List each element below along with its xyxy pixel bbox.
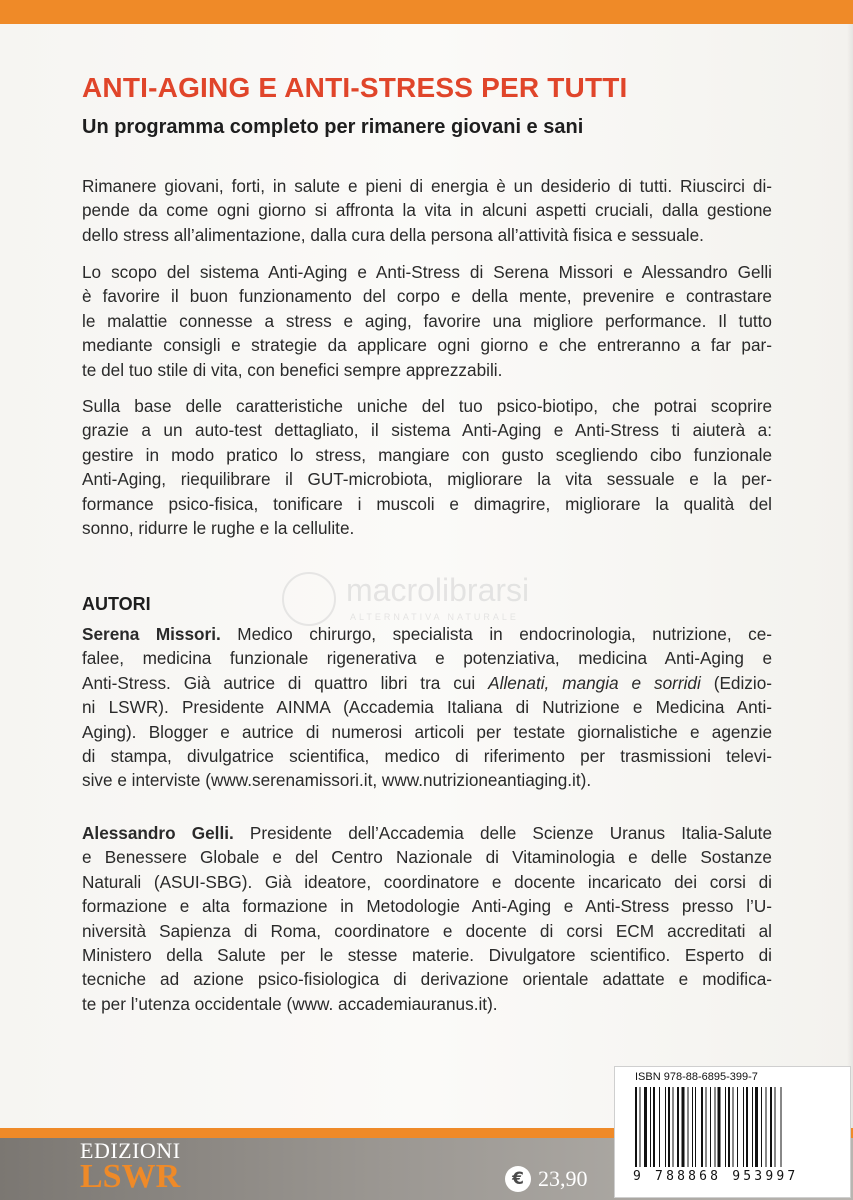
watermark-text: macrolibrarsi: [346, 572, 530, 608]
barcode-bar: [743, 1087, 744, 1167]
intro-paragraph-1: [82, 174, 772, 247]
barcode-bar: [728, 1087, 730, 1167]
text-line: sive e interviste (www.serenamissori.it, www.nutrizioneantiaging.it).: [82, 770, 592, 791]
text-line: di stampa, divulgatrice scientifica, medico di riferimento per trasmissioni televi-: [82, 746, 772, 767]
text-line: te del tuo stile di vita, con benefici sempre apprezzabili.: [82, 359, 503, 380]
text-line: Anti-Aging, riequilibrare il GUT-microbiota, migliorare la vita sessuale e la per-: [82, 469, 772, 490]
text-fragment: Presidente dell’Accademia delle Scienze Uranus Italia-Salute: [233, 823, 772, 843]
barcode-bar: [653, 1087, 655, 1167]
macrolibrarsi-watermark: [282, 572, 582, 628]
barcode-icon: [635, 1087, 831, 1169]
text-line: ni LSWR). Presidente AINMA (Accademia Italiana di Nutrizione e Medicina Anti-: [82, 697, 772, 718]
barcode-bar: [673, 1087, 674, 1167]
text-line: [82, 671, 772, 695]
text-line: falee, medicina funzionale rigenerativa e potenziativa, medicina Anti-Aging e: [82, 648, 772, 669]
text-line: è favorire il buon funzionamento del corpo e della mente, prevenire e contrastare: [82, 286, 772, 307]
text-line: [82, 622, 772, 646]
author-name-gelli: Alessandro Gelli.: [82, 823, 234, 843]
intro-paragraph-3: [82, 394, 772, 540]
author-missori-bio: [82, 622, 772, 793]
text-line: Aging). Blogger e autrice di numerosi articoli per testate giornalistiche e agenzie: [82, 721, 772, 742]
text-line: Lo scopo del sistema Anti-Aging e Anti-Stress di Serena Missori e Alessandro Gelli: [82, 262, 772, 282]
text-fragment: Medico chirurgo, specialista in endocrinologia, nutrizione, ce-: [220, 624, 772, 644]
text-line: pende da come ogni giorno si affronta la vita in alcuni aspetti cruciali, dalla gestione: [82, 200, 772, 221]
text-fragment: Anti-Stress. Già autrice di quattro libri tra cui: [82, 672, 489, 693]
barcode-bar: [706, 1087, 707, 1167]
isbn-label: ISBN 978-88-6895-399-7: [635, 1071, 758, 1083]
euro-icon: €: [505, 1166, 531, 1192]
watermark-logo-icon: [282, 572, 336, 626]
text-line: e Benessere Globale e del Centro Nazionale di Vitaminologia e delle Sostanze: [82, 847, 772, 868]
intro-paragraph-2: [82, 260, 772, 382]
watermark-subtext: ALTERNATIVA NATURALE: [350, 612, 519, 622]
text-line: Ministero della Salute per le stesse materie. Divulgatore scientifico. Esperto di: [82, 945, 772, 966]
barcode-bar: [710, 1087, 711, 1167]
barcode-bar: [737, 1087, 738, 1167]
text-line: sonno, ridurre le rughe e la cellulite.: [82, 518, 355, 539]
authors-heading: AUTORI: [82, 594, 151, 614]
text-line: gestire in modo pratico lo stress, mangiare con gusto scegliendo cibo funzionale: [82, 444, 772, 465]
text-line: grazie a un auto-test dettagliato, il sistema Anti-Aging e Anti-Stress ti aiuterà a:: [82, 420, 772, 441]
barcode-bar: [650, 1087, 651, 1167]
barcode-bar: [644, 1087, 647, 1167]
price: 23,90: [538, 1166, 588, 1191]
text-line: tecniche ad azione psico-fisiologica di derivazione orientale adattate e modifica-: [82, 969, 772, 990]
barcode-bar: [752, 1087, 753, 1167]
text-line: formazione e alta formazione in Metodologie Anti-Aging e Anti-Stress presso l’U-: [82, 896, 772, 917]
barcode-bar: [659, 1087, 660, 1167]
barcode-bar: [718, 1087, 721, 1167]
text-line: te per l’utenza occidentale (www. accademiauranus.it).: [82, 993, 498, 1014]
barcode-bar: [725, 1087, 726, 1167]
text-line: mediante consigli e strategie da applicare ogni giorno e che entreranno a far par-: [82, 335, 772, 356]
barcode-bar: [746, 1087, 748, 1167]
publisher-logo-line1: EDIZIONI: [80, 1138, 181, 1163]
barcode-bar: [692, 1087, 693, 1167]
barcode-bar: [755, 1087, 758, 1167]
barcode-bar: [781, 1087, 782, 1167]
barcode-bar: [640, 1087, 641, 1167]
barcode-bar: [733, 1087, 734, 1167]
page-edge-shadow: [847, 24, 853, 1128]
author-name-missori: Serena Missori.: [82, 624, 221, 644]
text-line: Sulla base delle caratteristiche uniche del tuo psico-biotipo, che potrai scoprire: [82, 396, 772, 416]
barcode-bar: [775, 1087, 776, 1167]
text-line: dello stress all’alimentazione, dalla cura della persona all’attività fisica e sessuale.: [82, 224, 704, 245]
text-fragment: (Edizio-: [700, 672, 772, 693]
barcode-bar: [677, 1087, 679, 1167]
barcode-bar: [635, 1087, 637, 1167]
barcode-bar: [688, 1087, 689, 1167]
book-title: ANTI-AGING E ANTI-STRESS PER TUTTI: [82, 72, 628, 103]
top-orange-bar: [0, 0, 853, 24]
barcode-bar: [761, 1087, 762, 1167]
book-title-reference: Allenati, mangia e sorridi: [488, 672, 701, 693]
barcode-bar: [766, 1087, 767, 1167]
text-line: le malattie connesse a stress e aging, favorire una migliore performance. Il tutto: [82, 310, 772, 331]
barcode-bar: [668, 1087, 670, 1167]
text-line: niversità Sapienza di Roma, coordinatore e docente di corsi ECM accreditati al: [82, 920, 772, 941]
text-line: formance psico-fisica, tonificare i muscoli e dimagrire, migliorare la qualità del: [82, 493, 772, 514]
ean-digits: 9 788868 953997: [633, 1169, 799, 1184]
barcode-bar: [701, 1087, 703, 1167]
barcode-bar: [695, 1087, 696, 1167]
barcode-bar: [715, 1087, 716, 1167]
barcode-bar: [770, 1087, 772, 1167]
text-line: [82, 821, 772, 845]
book-subtitle: Un programma completo per rimanere giovani e sani: [82, 116, 584, 138]
author-gelli-bio: [82, 821, 772, 1016]
barcode-bar: [665, 1087, 666, 1167]
barcode-bar: [682, 1087, 685, 1167]
barcode-box: [614, 1066, 851, 1198]
text-line: Naturali (ASUI-SBG). Già ideatore, coordinatore e docente incaricato dei corsi di: [82, 871, 772, 892]
publisher-logo-line2: LSWR: [80, 1158, 181, 1195]
text-line: Rimanere giovani, forti, in salute e pieni di energia è un desiderio di tutti. Riuscirci di-: [82, 176, 772, 196]
